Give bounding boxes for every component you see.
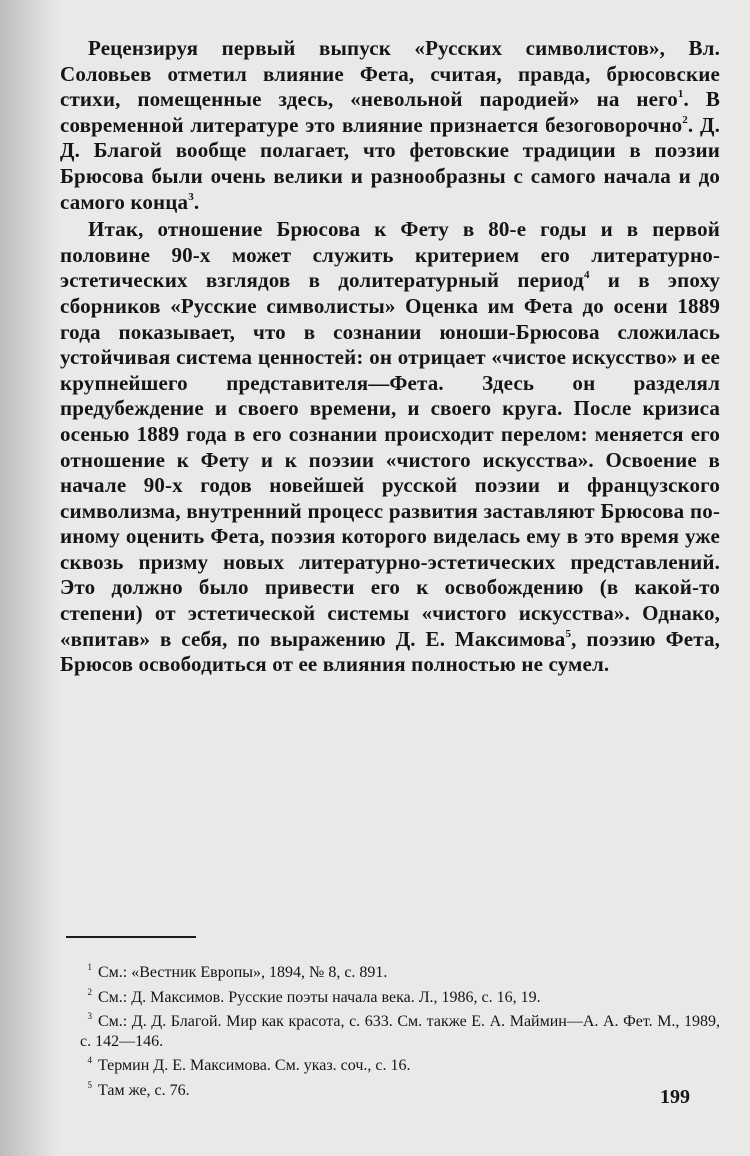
- footnote-number: 1: [87, 962, 92, 972]
- paragraph-1: [60, 36, 720, 215]
- footnote-1: [60, 958, 720, 983]
- paragraph-1-text-b: . В современной литературе это влияние признается безоговорочно: [60, 87, 720, 137]
- footnote-ref-5: 5: [565, 627, 572, 640]
- page-edge-shadow: [0, 0, 60, 1156]
- footnote-3: [60, 1007, 720, 1051]
- footnote-ref-1: 1: [677, 88, 684, 101]
- footnote-text: Там же, с. 76.: [98, 1081, 190, 1099]
- footnote-text: См.: «Вестник Европы», 1894, № 8, с. 891.: [98, 964, 388, 981]
- footnote-separator: [66, 936, 196, 938]
- footnote-number: 2: [87, 986, 92, 997]
- footnote-number: 3: [87, 1011, 92, 1021]
- paragraph-2-text-a: Итак, отношение Брюсова к Фету в 80-е годы и в первой половине 90-х может служить критерием его литературно-эстетических взглядов в долитературный период: [60, 217, 720, 293]
- footnote-ref-4: 4: [583, 269, 590, 282]
- page-number: 199: [660, 1086, 690, 1108]
- footnote-2: [60, 983, 720, 1008]
- footnote-number: 4: [87, 1055, 92, 1065]
- footnote-text: Термин Д. Е. Максимова. См. указ. соч., с. 16.: [98, 1057, 411, 1074]
- paragraph-1-text-a: Рецензируя первый выпуск «Русских символистов», Вл. Соловьев отметил влияние Фета, считая, правда, брюсовские стихи, помещенные здесь, «невольной пародией» на него: [60, 36, 720, 112]
- footnote-number: 5: [87, 1079, 92, 1090]
- footnote-ref-2: 2: [682, 113, 688, 126]
- book-page: [60, 36, 720, 1136]
- footnotes: [60, 958, 720, 1100]
- paragraph-2-text-b: и в эпоху сборников «Русские символисты» Оценка им Фета до осени 1889 года показывает, что в сознании юноши-Брюсова сложилась устойчивая система ценностей: он отрицает «чистое искусство» и ее крупнейшего представителя—Фета. Здесь он разделял предубеждение и своего времени, и своего круга. После кризиса осенью 1889 года в его сознании происходит перелом: меняется его отношение к Фету и к поэзии «чистого искусства». Освоение в начале 90-х годов новейшей русской поэзии и французского символизма, внутренний процесс развития заставляют Брюсова по-иному оценить Фета, поэзия которого виделась ему в это время уже сквозь призму новых литературно-эстетических представлений. Это должно было привести его к освобождению (в какой-то степени) от эстетической системы «чистого искусства». Однако, «впитав» в себя, по выражению Д. Е. Максимова: [60, 268, 721, 651]
- footnote-4: [60, 1051, 720, 1076]
- main-text: [60, 36, 720, 678]
- paragraph-1-text-d: .: [193, 189, 200, 214]
- paragraph-1-text-c: . Д. Д. Благой вообще полагает, что фетовские традиции в поэзии Брюсова были очень велики и разнообразны с самого начала и до самого конца: [60, 112, 720, 214]
- paragraph-2-text-c: , поэзию Фета, Брюсов освободиться от ее влияния полностью не сумел.: [60, 626, 720, 677]
- paragraph-2: [60, 217, 720, 678]
- footnote-text: См.: Д. Максимов. Русские поэты начала века. Л., 1986, с. 16, 19.: [98, 988, 541, 1006]
- footnote-ref-3: 3: [188, 190, 194, 203]
- footnote-5: [60, 1076, 720, 1101]
- footnote-text: См.: Д. Д. Благой. Мир как красота, с. 633. См. также Е. А. Маймин—А. А. Фет. М., 1989, с. 142—146.: [80, 1013, 720, 1050]
